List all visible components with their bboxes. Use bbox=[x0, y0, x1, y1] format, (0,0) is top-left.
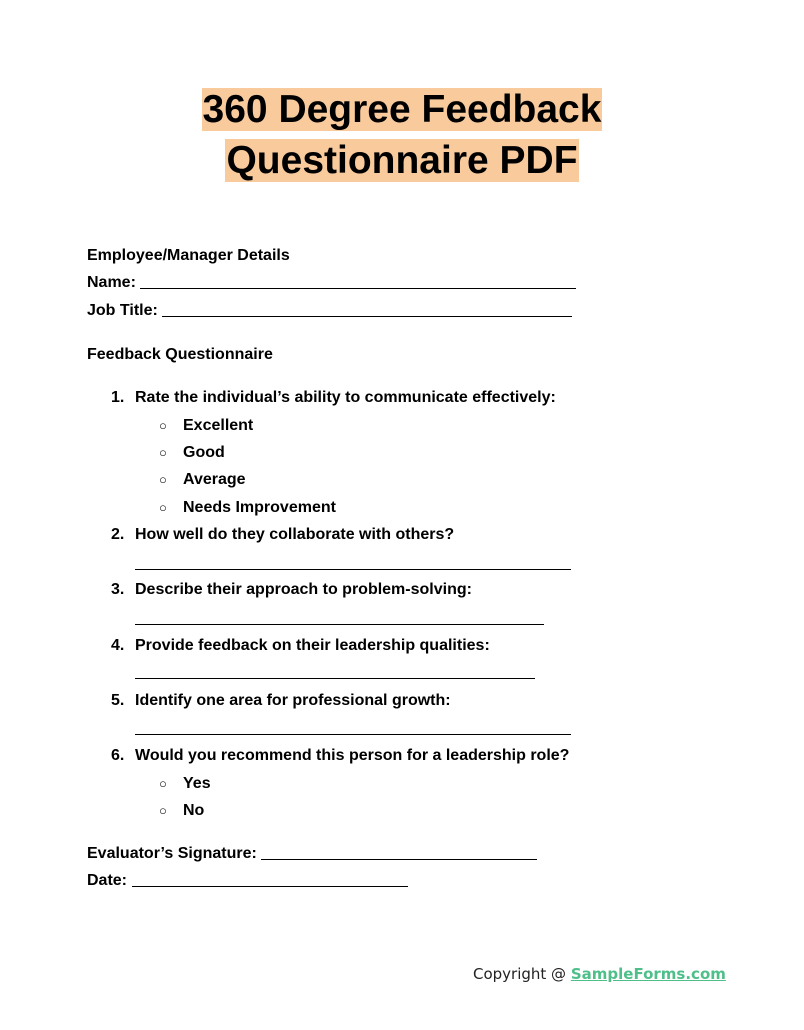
question-number: 6. bbox=[111, 747, 125, 764]
question-text: Provide feedback on their leadership qualities: bbox=[135, 637, 490, 654]
radio-bullet-icon[interactable]: ○ bbox=[159, 445, 167, 460]
radio-bullet-icon[interactable]: ○ bbox=[159, 500, 167, 515]
name-label: Name: bbox=[87, 274, 136, 291]
title-line-1: 360 Degree Feedback bbox=[202, 88, 602, 131]
question-number: 2. bbox=[111, 526, 125, 543]
answer-field[interactable] bbox=[135, 734, 571, 735]
answer-field[interactable] bbox=[135, 624, 544, 625]
question-number: 5. bbox=[111, 692, 125, 709]
answer-field[interactable] bbox=[135, 569, 571, 570]
radio-bullet-icon[interactable]: ○ bbox=[159, 803, 167, 818]
date-label: Date: bbox=[87, 872, 128, 889]
question-number: 1. bbox=[111, 389, 125, 406]
radio-bullet-icon[interactable]: ○ bbox=[159, 776, 167, 791]
name-field[interactable] bbox=[140, 288, 576, 289]
option-needs-improvement: Needs Improvement bbox=[183, 499, 336, 516]
option-average: Average bbox=[183, 471, 246, 488]
question-number: 3. bbox=[111, 581, 125, 598]
signature-label: Evaluator’s Signature: bbox=[87, 845, 257, 862]
option-yes: Yes bbox=[183, 775, 211, 792]
copyright-text: Copyright @ bbox=[473, 965, 571, 983]
option-excellent: Excellent bbox=[183, 417, 254, 434]
option-no: No bbox=[183, 802, 205, 819]
details-heading: Employee/Manager Details bbox=[87, 247, 290, 264]
title-line-2: Questionnaire PDF bbox=[226, 139, 578, 182]
option-good: Good bbox=[183, 444, 225, 461]
date-field[interactable] bbox=[132, 886, 408, 887]
question-text: Identify one area for professional growth: bbox=[135, 692, 451, 709]
question-text: Describe their approach to problem-solving: bbox=[135, 581, 472, 598]
job-title-label: Job Title: bbox=[87, 302, 158, 319]
question-text: How well do they collaborate with others? bbox=[135, 526, 455, 543]
question-text: Would you recommend this person for a leadership role? bbox=[135, 747, 570, 764]
question-text: Rate the individual’s ability to communicate effectively: bbox=[135, 389, 556, 406]
footer-copyright bbox=[473, 964, 726, 984]
signature-field[interactable] bbox=[261, 859, 537, 860]
questionnaire-heading: Feedback Questionnaire bbox=[87, 346, 273, 363]
document-title bbox=[0, 84, 804, 186]
job-title-field[interactable] bbox=[162, 316, 572, 317]
radio-bullet-icon[interactable]: ○ bbox=[159, 418, 167, 433]
radio-bullet-icon[interactable]: ○ bbox=[159, 472, 167, 487]
question-number: 4. bbox=[111, 637, 125, 654]
answer-field[interactable] bbox=[135, 678, 535, 679]
sampleforms-link[interactable]: SampleForms.com bbox=[570, 965, 726, 983]
